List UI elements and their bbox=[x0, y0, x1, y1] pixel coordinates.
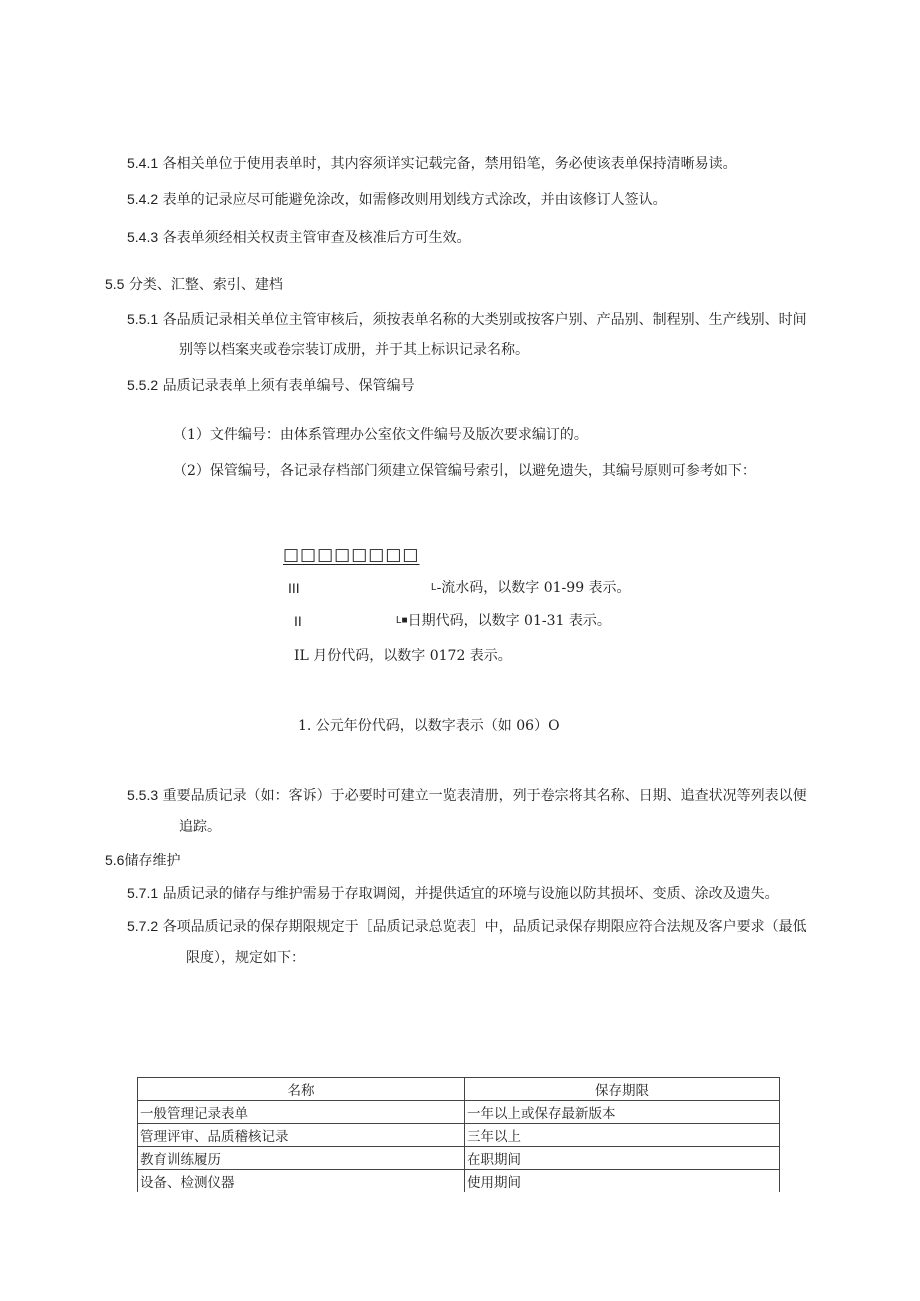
cell-record-name: 设备、检测仪器 bbox=[138, 1170, 465, 1193]
clause-text: 各项品质记录的保存期限规定于［品质记录总览表］中，品质记录保存期限应符合法规及客户要求（最低 bbox=[162, 919, 807, 935]
clause-text: 各品质记录相关单位主管审核后，须按表单名称的大类别或按客户别、产品别、制程别、生产线别、时间 bbox=[162, 312, 807, 328]
code-row-mark: III bbox=[288, 580, 300, 596]
clause-5-5-1 bbox=[127, 309, 807, 330]
code-format-boxes: □□□□□□□□ bbox=[283, 545, 420, 565]
cell-retention: 三年以上 bbox=[465, 1124, 780, 1147]
clause-5-5-1-continued: 别等以档案夹或卷宗装订成册，并于其上标识记录名称。 bbox=[179, 342, 529, 358]
cell-retention: 使用期间 bbox=[465, 1170, 780, 1193]
retention-table bbox=[137, 1077, 780, 1192]
code-row-month: IL 月份代码，以数字 0172 表示。 bbox=[294, 648, 512, 664]
clause-number: 5.4.3 bbox=[127, 229, 159, 245]
clause-text: 品质记录表单上须有表单编号、保管编号 bbox=[162, 378, 415, 394]
clause-number: 5.5.2 bbox=[127, 377, 159, 393]
section-5-6-heading bbox=[105, 850, 180, 871]
clause-text: 各相关单位于使用表单时，其内容须详实记载完备，禁用铅笔，务必使该表单保持清晰易读。 bbox=[162, 156, 737, 172]
section-number: 5.5 bbox=[105, 276, 125, 292]
cell-record-name: 一般管理记录表单 bbox=[138, 1101, 465, 1124]
list-item-1 bbox=[173, 425, 588, 445]
clause-text: 重要品质记录（如：客诉）于必要时可建立一览表清册，列于卷宗将其名称、日期、追查状况等列表以便 bbox=[162, 788, 807, 804]
table-row bbox=[138, 1124, 780, 1147]
clause-number: 5.7.2 bbox=[127, 918, 159, 934]
clause-5-5-2 bbox=[127, 375, 415, 396]
code-row-mark: II bbox=[294, 613, 302, 629]
header-name: 名称 bbox=[138, 1078, 465, 1101]
clause-number: 5.7.1 bbox=[127, 885, 159, 901]
code-row-serial: $^L$-流水码，以数字 01-99 表示。 bbox=[431, 580, 631, 596]
clause-5-4-1 bbox=[127, 153, 737, 174]
clause-text: 各表单须经相关权责主管审查及核准后方可生效。 bbox=[162, 230, 471, 246]
section-title: 储存维护 bbox=[124, 853, 181, 869]
clause-5-7-2-continued: 限度），规定如下： bbox=[186, 950, 305, 966]
header-retention: 保存期限 bbox=[465, 1078, 780, 1101]
cell-retention: 在职期间 bbox=[465, 1147, 780, 1170]
code-desc: 流水码，以数字 01-99 表示。 bbox=[441, 580, 631, 596]
tick-mark: L■ bbox=[396, 615, 408, 626]
list-text: 文件编号：由体系管理办公室依文件编号及版次要求编订的。 bbox=[209, 427, 588, 443]
clause-5-4-2 bbox=[127, 189, 667, 210]
clause-5-5-3-continued: 追踪。 bbox=[179, 819, 221, 835]
list-text: 保管编号，各记录存档部门须建立保管编号索引，以避免遗失，其编号原则可参考如下： bbox=[209, 463, 756, 479]
code-row-year: 1. 公元年份代码，以数字表示（如 06）O bbox=[298, 718, 560, 734]
list-number: （1） bbox=[173, 427, 210, 443]
table-header-row bbox=[138, 1078, 780, 1101]
clause-number: 5.5.3 bbox=[127, 787, 159, 803]
clause-5-4-3 bbox=[127, 227, 471, 248]
tick-mark: L bbox=[431, 582, 437, 593]
table-row bbox=[138, 1170, 780, 1193]
table-row bbox=[138, 1101, 780, 1124]
clause-5-5-3 bbox=[127, 785, 807, 806]
section-5-5-heading bbox=[105, 274, 283, 295]
cell-record-name: 管理评审、品质稽核记录 bbox=[138, 1124, 465, 1147]
table-row bbox=[138, 1147, 780, 1170]
list-item-2 bbox=[173, 461, 756, 481]
clause-number: 5.5.1 bbox=[127, 311, 159, 327]
section-number: 5.6 bbox=[105, 852, 125, 868]
code-row-day bbox=[396, 611, 611, 631]
cell-retention: 一年以上或保存最新版本 bbox=[465, 1101, 780, 1124]
clause-text: 品质记录的储存与维护需易于存取调阅，并提供适宜的环境与设施以防其损坏、变质、涂改及遗失。 bbox=[162, 886, 779, 902]
cell-record-name: 教育训练履历 bbox=[138, 1147, 465, 1170]
clause-number: 5.4.1 bbox=[127, 155, 159, 171]
list-number: （2） bbox=[173, 463, 210, 479]
clause-text: 表单的记录应尽可能避免涂改，如需修改则用划线方式涂改，并由该修订人签认。 bbox=[162, 192, 667, 208]
clause-number: 5.4.2 bbox=[127, 191, 159, 207]
section-title: 分类、汇整、索引、建档 bbox=[128, 277, 283, 293]
clause-5-7-2 bbox=[127, 916, 807, 937]
code-desc: 日期代码，以数字 01-31 表示。 bbox=[407, 613, 611, 629]
clause-5-7-1 bbox=[127, 883, 779, 904]
